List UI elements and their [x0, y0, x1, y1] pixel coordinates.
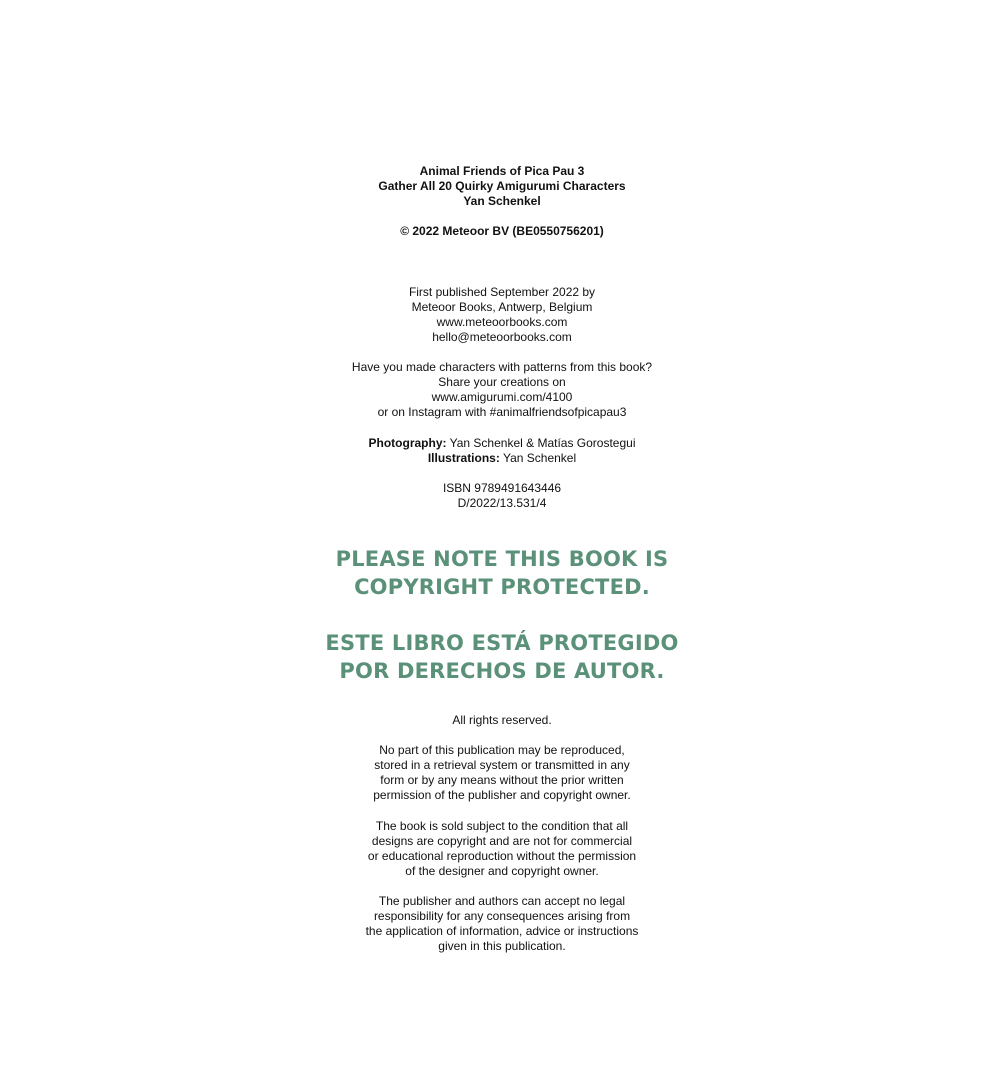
rights-p1-line: stored in a retrieval system or transmitted in any — [374, 758, 630, 772]
share-line-4: or on Instagram with #animalfriendsofpicapau3 — [377, 405, 627, 419]
book-subtitle: Gather All 20 Quirky Amigurumi Characters — [378, 179, 626, 193]
notice-english — [0, 545, 1000, 601]
title-block — [0, 164, 1000, 239]
notice-en-line-2: COPYRIGHT PROTECTED. — [354, 575, 650, 599]
all-rights-reserved: All rights reserved. — [452, 713, 552, 727]
rights-paragraph-2 — [0, 819, 1000, 879]
spacer — [0, 209, 1000, 224]
legal-deposit: D/2022/13.531/4 — [457, 496, 547, 510]
ids-block — [0, 481, 1000, 511]
published-line: First published September 2022 by — [408, 285, 596, 299]
rights-paragraph-3 — [0, 894, 1000, 954]
rights-p3-line: given in this publication. — [438, 939, 566, 953]
copyright-line: © 2022 Meteoor BV (BE0550756201) — [400, 224, 604, 238]
book-title: Animal Friends of Pica Pau 3 — [419, 164, 585, 178]
notice-en-line-1: PLEASE NOTE THIS BOOK IS — [335, 547, 669, 571]
illustrations-credit — [0, 451, 1000, 466]
publisher-block — [0, 285, 1000, 345]
rights-p3-line: The publisher and authors can accept no legal — [378, 894, 626, 908]
notice-spanish — [0, 629, 1000, 685]
illustrations-label: Illustrations: — [427, 451, 500, 465]
credits-block — [0, 436, 1000, 466]
rights-p3-line: the application of information, advice or instructions — [365, 924, 639, 938]
rights-p2-line: of the designer and copyright owner. — [405, 864, 599, 878]
rights-paragraph-1 — [0, 743, 1000, 803]
publisher-website: www.meteoorbooks.com — [436, 315, 568, 329]
illustrations-value: Yan Schenkel — [499, 451, 577, 465]
photography-value: Yan Schenkel & Matías Gorostegui — [446, 436, 636, 450]
rights-p2-line: designs are copyright and are not for commercial — [371, 834, 633, 848]
publisher-name: Meteoor Books, Antwerp, Belgium — [411, 300, 593, 314]
rights-p1-line: permission of the publisher and copyright owner. — [373, 788, 631, 802]
share-line-3: www.amigurumi.com/4100 — [431, 390, 573, 404]
photography-label: Photography: — [368, 436, 447, 450]
publisher-email: hello@meteoorbooks.com — [432, 330, 572, 344]
isbn: ISBN 9789491643446 — [442, 481, 562, 495]
rights-p1-line: No part of this publication may be reproduced, — [379, 743, 625, 757]
book-author: Yan Schenkel — [463, 194, 541, 208]
rights-p2-line: The book is sold subject to the condition that all — [375, 819, 629, 833]
notice-es-line-1: ESTE LIBRO ESTÁ PROTEGIDO — [325, 631, 679, 655]
rights-p3-line: responsibility for any consequences arising from — [373, 909, 631, 923]
rights-p1-line: form or by any means without the prior written — [380, 773, 624, 787]
share-line-1: Have you made characters with patterns from this book? — [351, 360, 653, 374]
photography-credit — [0, 436, 1000, 451]
notice-es-line-2: POR DERECHOS DE AUTOR. — [339, 659, 665, 683]
share-block — [0, 360, 1000, 420]
rights-p2-line: or educational reproduction without the permission — [367, 849, 637, 863]
rights-reserved — [0, 713, 1000, 728]
share-line-2: Share your creations on — [438, 375, 566, 389]
